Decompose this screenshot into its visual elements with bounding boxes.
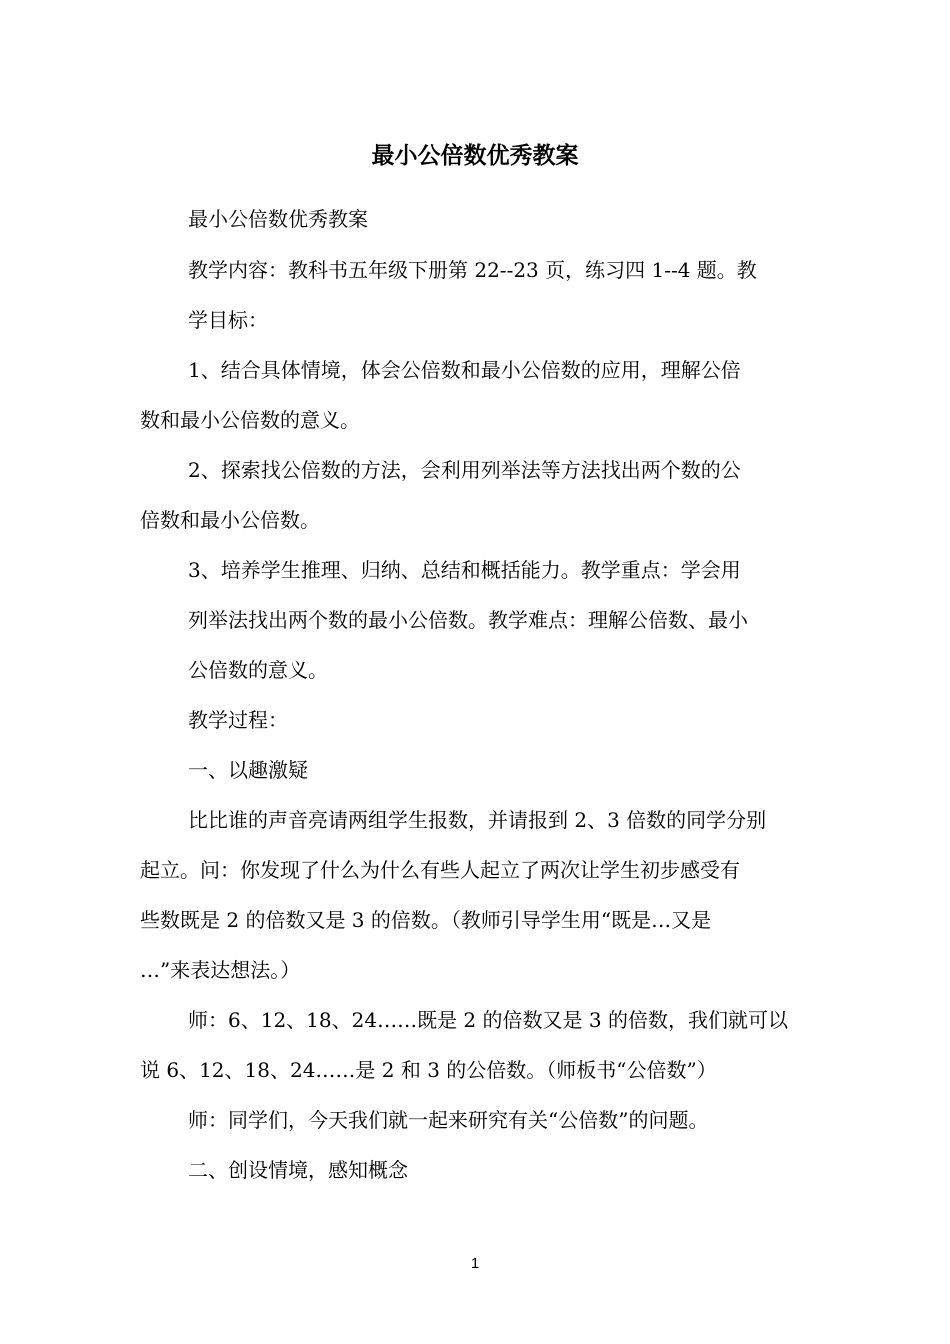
paragraph-2-line-1: 师：6、12、18、24……既是 2 的倍数又是 3 的倍数，我们就可以 <box>188 1008 788 1032</box>
teaching-content-line: 教学内容：教科书五年级下册第 22--23 页，练习四 1--4 题。教 <box>188 258 757 282</box>
teaching-process-heading: 教学过程： <box>188 708 288 732</box>
goal-1-line-2: 数和最小公倍数的意义。 <box>140 408 360 432</box>
paragraph-1-line-2: 起立。问：你发现了什么为什么有些人起立了两次让学生初步感受有 <box>140 858 740 882</box>
teaching-goal-label-line: 学目标： <box>188 308 268 332</box>
document-title: 最小公倍数优秀教案 <box>371 143 579 169</box>
goal-3-line-2: 列举法找出两个数的最小公倍数。教学难点：理解公倍数、最小 <box>188 608 748 632</box>
paragraph-3-line-1: 师：同学们，今天我们就一起来研究有关“公倍数”的问题。 <box>188 1108 709 1132</box>
section-2-heading: 二、创设情境，感知概念 <box>188 1158 408 1182</box>
paragraph-2-line-2: 说 6、12、18、24……是 2 和 3 的公倍数。（师板书“公倍数”） <box>140 1058 717 1082</box>
paragraph-1-line-1: 比比谁的声音亮请两组学生报数，并请报到 2、3 倍数的同学分别 <box>188 808 767 832</box>
subtitle-line: 最小公倍数优秀教案 <box>188 207 368 231</box>
goal-2-line-2: 倍数和最小公倍数。 <box>140 508 320 532</box>
goal-1-line-1: 1、结合具体情境，体会公倍数和最小公倍数的应用，理解公倍 <box>188 358 741 382</box>
paragraph-1-line-3: 些数既是 2 的倍数又是 3 的倍数。（教师引导学生用“既是…又是 <box>140 908 712 932</box>
section-1-heading: 一、以趣激疑 <box>188 758 308 782</box>
page-number: 1 <box>470 1255 480 1272</box>
goal-2-line-1: 2、探索找公倍数的方法，会利用列举法等方法找出两个数的公 <box>188 458 741 482</box>
goal-3-line-1: 3、培养学生推理、归纳、总结和概括能力。教学重点：学会用 <box>188 558 741 582</box>
paragraph-1-line-4: …”来表达想法。） <box>140 958 301 982</box>
goal-3-line-3: 公倍数的意义。 <box>188 658 328 682</box>
